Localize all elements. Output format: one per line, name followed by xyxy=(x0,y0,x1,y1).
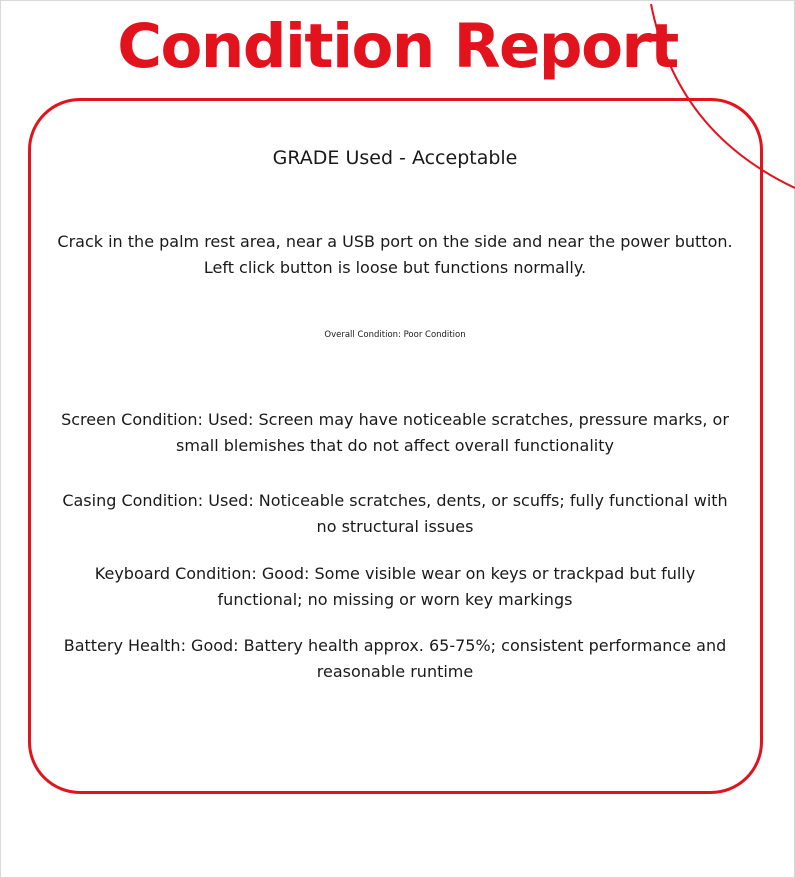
casing-condition: Casing Condition: Used: Noticeable scratches, dents, or scuffs; fully functional with no structural issues xyxy=(62,491,728,536)
grade-label: GRADE Used - Acceptable xyxy=(272,147,518,169)
screen-condition: Screen Condition: Used: Screen may have noticeable scratches, pressure marks, or small blemishes that do not affect overall functionality xyxy=(61,410,729,455)
keyboard-condition: Keyboard Condition: Good: Some visible wear on keys or trackpad but fully functional; no missing or worn key markings xyxy=(94,564,696,609)
battery-health: Battery Health: Good: Battery health approx. 65-75%; consistent performance and reasonable runtime xyxy=(63,636,727,681)
overall-condition: Overall Condition: Poor Condition xyxy=(324,330,466,340)
page-title: Condition Report xyxy=(117,11,678,82)
damage-description: Crack in the palm rest area, near a USB port on the side and near the power button. Left click button is loose but functions normally. xyxy=(57,232,733,277)
